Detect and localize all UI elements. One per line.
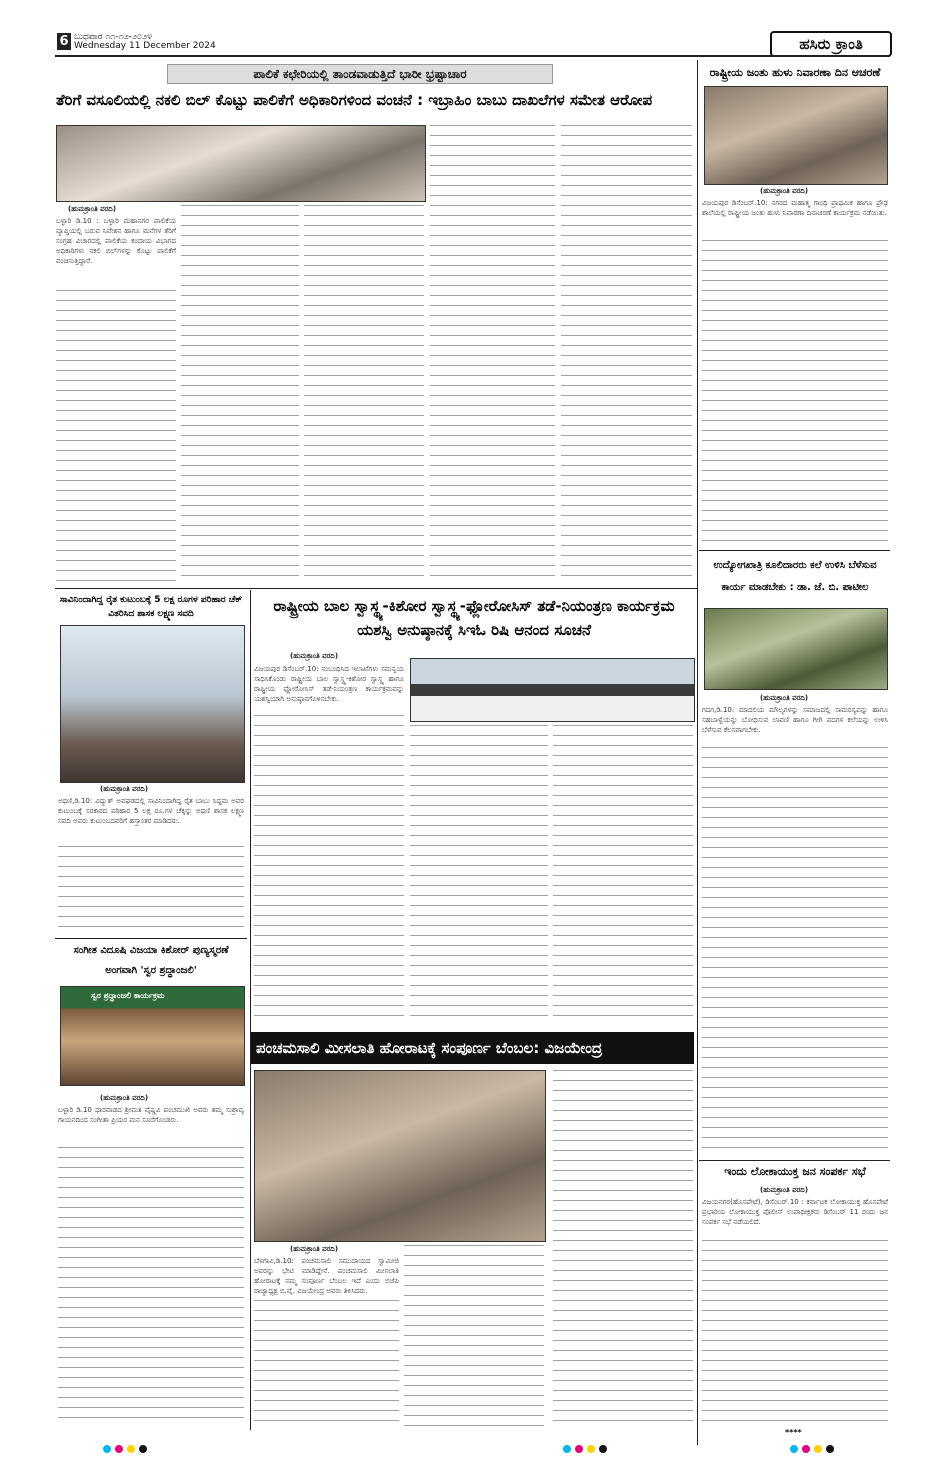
page-number: 6: [57, 33, 71, 50]
right-bottom-body: [702, 1240, 888, 1425]
swamiji-meeting-photo: [254, 1070, 546, 1242]
left-bottom-dateline: (ಹುಮಕ್ರಾಂತಿ ವರದಿ): [100, 1094, 149, 1102]
center-col1: [254, 715, 404, 1025]
left-mid-headline: ಸಾವಿನಿಂದಾಗಿದ್ದ ರೈತ ಕುಟುಂಬಕ್ಕೆ 5 ಲಕ್ಷ ರೂಗಳ ಪರಿಹಾರ ಚೆಕ್ ವಿತರಿಸಿದ ಶಾಸಕ ಲಕ್ಷ್ಮಣ ಸವದಿ: [59, 595, 243, 619]
center-story-dateline: (ಹುಮಕ್ರಾಂತಿ ವರದಿ): [290, 652, 339, 660]
right-mid-lead: ಗದಗ,ಡಿ.10: ಮಾದಲಿಯ ಮೌಲ್ಯಗಳನ್ನು ಸಮಾಜದಲ್ಲಿ ಸಾಮರಸ್ಯವನ್ನು ಹಾಗೂ ಸಹಬಾಳ್ವೆಯನ್ನು ಬೋಧಿಸುವ ಲಾವಣಿ ಹಾಗೂ ಗೀಗಿ ಪದಗಳ ಕಲೆಯನ್ನು ಉಳಿಸಿ ಬೆಳೆಸುವ ಕೆಲಸವಾಗಬೇಕು.: [702, 706, 888, 734]
center-col2: [410, 725, 548, 1025]
concert-photo: [60, 986, 245, 1086]
registration-mark-yellow-3: [814, 1445, 822, 1453]
registration-mark-cyan-3: [790, 1445, 798, 1453]
registration-mark-magenta-2: [575, 1445, 583, 1453]
issue-date: [74, 33, 216, 51]
registration-mark-magenta-3: [802, 1445, 810, 1453]
right-rule-2: [699, 1160, 890, 1161]
center-col3: [553, 725, 693, 1025]
right-mid-body: [702, 747, 888, 1157]
registration-mark-magenta: [115, 1445, 123, 1453]
meeting-photo: [410, 658, 695, 722]
left-bottom-lead: ಬಳ್ಳಾರಿ ಡಿ.10 ಧಾರವಾಡದ ಶ್ರೀಮತಿ ವೈಷ್ಣವಿ ಪಂಚಮುಖಿ ಅವರು ತಮ್ಮ ಸುಶ್ರಾವ್ಯ ಗಾಯನದಿಂದ ಸಂಗೀತಾ ಪ್ರಿಯರ ಮನ ಸೂರೆಗೊಂಡರು.: [58, 1106, 244, 1124]
left-rule: [55, 938, 247, 939]
bottom-col1: [254, 1300, 399, 1428]
center-story-headline: ರಾಷ್ಟ್ರೀಯ ಬಾಲ ಸ್ವಾಸ್ಥ್ಯ-ಕಿಶೋರ ಸ್ವಾಸ್ಥ್ಯ-ಫ್ಲೋರೋಸಿಸ್ ತಡೆ-ನಿಯಂತ್ರಣ ಕಾರ್ಯಕ್ರಮ ಯಶಸ್ವಿ ಅನುಷ್ಠಾನಕ್ಕೆ ಸಿಇಓ ರಿಷಿ ಆನಂದ ಸೂಚನೆ: [273, 597, 675, 639]
registration-mark-yellow: [127, 1445, 135, 1453]
right-mid-dateline: (ಹುಮಕ್ರಾಂತಿ ವರದಿ): [760, 694, 809, 702]
center-divider: [250, 590, 251, 1430]
registration-mark-yellow-2: [587, 1445, 595, 1453]
left-mid-body: [58, 846, 244, 936]
top-story-col3: [304, 205, 424, 585]
left-mid-lead: ಅಥಣಿ,ಡಿ.10: ವಿದ್ಯುತ್ ಅವಘಡದಲ್ಲಿ ಸಾವಿನಿಂದಾಗಿದ್ದ ರೈತ ಬಾಬು ಸಿದ್ದಮ ಅವರ ಕುಟುಂಬಕ್ಕೆ ಸರಕಾರದ ಪರಿಹಾರ 5 ಲಕ್ಷ ರೂ.ಗಳ ಚೆಕ್ಕನ್ನು ಅಥಣಿ ಶಾಸಕ ಲಕ್ಷ್ಮಣ ಸವದಿ ಅವರು ಕುಟುಂಬದವರಿಗೆ ಹಸ್ತಾಂತರ ಮಾಡಿದರು.: [58, 797, 244, 825]
column-divider: [697, 60, 698, 1445]
right-top-dateline: (ಹುಮಕ್ರಾಂತಿ ವರದಿ): [760, 187, 809, 195]
cheque-distribution-photo: [60, 625, 245, 783]
concert-banner-text: ಸ್ವರ ಶ್ರದ್ಧಾಂಜಲಿ ಕಾರ್ಯಕ್ರಮ: [91, 991, 165, 1000]
right-bottom-lead: ವಿಜಯನಗರ(ಹೊಸಪೇಟೆ), ಡಿಸೆಂಬರ್.10 : ಕರ್ನಾಟಕ ಲೋಕಾಯುಕ್ತ ಹೊಸಪೇಟೆ ಪ್ರಭಾರಿಯ ಲೋಕಾಯುಕ್ತ ಪೊಲೀಸ್ ಉಪಾಧೀಕ್ಷಕರು ಡಿಸೆಂಬರ್ 11 ರಂದು ಜನ ಸಂಪರ್ಕ ಸಭೆ ನಡೆಯಲಿದೆ.: [702, 1198, 888, 1226]
right-bottom-headline: ಇಂದು ಲೋಕಾಯುಕ್ತ ಜನ ಸಂಪರ್ಕ ಸಭೆ: [724, 1165, 866, 1178]
mid-rule: [55, 588, 697, 589]
top-story-col1: [56, 290, 176, 584]
top-story-lead: ಬಳ್ಳಾರಿ ಡಿ.10 : ಬಳ್ಳಾರಿ ಮಹಾನಗರ ಪಾಲಿಕೆಯ ವ್ಯಾಪ್ತಿಯಲ್ಲಿ ಬರುವ ನಿವೇಶನ ಹಾಗೂ ಮನೆಗಳ ತೆರಿಗೆ ಸಂಗ್ರಹ ವಿಚಾರದಲ್ಲಿ ಪಾಲಿಕೆಯ ಕಂದಾಯ ವಿಭಾಗದ ಅಧಿಕಾರಿಗಳು ನಕಲಿ ಬಿಲ್‌ಗಳನ್ನು ಕೊಟ್ಟು ಪಾಲಿಕೆಗೆ ವಂಚಿಸುತ್ತಿದ್ದಾರೆ.: [56, 217, 176, 265]
right-bottom-end: ****: [785, 1428, 802, 1437]
registration-mark-cyan: [103, 1445, 111, 1453]
top-story-dateline: (ಹುಮಕ್ರಾಂತಿ ವರದಿ): [68, 205, 117, 213]
deworming-photo: [704, 86, 888, 185]
registration-mark-black-3: [826, 1445, 834, 1453]
center-story-lead: ವಿಜಯಪುರ ಡಿಸೆಂಬರ್.10: ಸಂಬಂಧಿಸಿದ ಇಲಾಖೆಗಳು ಸಮನ್ವಯ ಸಾಧಿಸಿಕೊಂಡು ರಾಷ್ಟ್ರೀಯ ಬಾಲ ಸ್ವಾಸ್ಥ್ಯ-ಕಿಶೋರ ಸ್ವಾಸ್ಥ್ಯ ಹಾಗೂ ರಾಷ್ಟ್ರೀಯ ಫ್ಲೋರೋಸಿಸ್ ತಡೆ-ನಿಯಂತ್ರಣ ಕಾರ್ಯಕ್ರಮವನ್ನು ಯಶಸ್ವಿಯಾಗಿ ಅನುಷ್ಠಾನಗೊಳಿಸಬೇಕು.: [254, 665, 404, 703]
right-top-headline: ರಾಷ್ಟ್ರೀಯ ಜಂತು ಹುಳು ನಿವಾರಣಾ ದಿನ ಆಚರಣೆ: [709, 66, 881, 79]
bottom-story-lead: ಬೆಳಗಾವಿ,ಡಿ.10: ಪಂಚಮಸಾಲಿ ಸಮುದಾಯದ ಸ್ವಾಮೀಜಿ ಅವರನ್ನು ಭೇಟಿ ಮಾಡಿದ್ದೇನೆ. ಪಂಚಮಸಾಲಿ ಮೀಸಲಾತಿ ಹೋರಾಟಕ್ಕೆ ನಮ್ಮ ಸಂಪೂರ್ಣ ಬೆಂಬಲ ಇದೆ ಎಂದು ಬಿಜೆಪಿ ರಾಜ್ಯಾಧ್ಯಕ್ಷ ಬಿ.ವೈ. ವಿಜಯೇಂದ್ರ ಅವರು ತಿಳಿಸಿದರು.: [254, 1257, 399, 1295]
date-english: Wednesday 11 December 2024: [74, 41, 216, 51]
date-kannada: ಬುಧವಾರ ೧೧-೧೨-೨೦೨೪: [74, 32, 153, 42]
top-story-col5: [561, 125, 692, 585]
header-rule: [55, 55, 890, 57]
right-top-lead: ವಿಜಯಪುರ ಡಿಸೆಂಬರ್.10: ನಗರದ ಮಹಾತ್ಮ ಗಾಂಧಿ ಪ್ರಾಥಮಿಕ ಹಾಗೂ ಪ್ರೌಢ ಶಾಲೆಯಲ್ಲಿ ರಾಷ್ಟ್ರೀಯ ಜಂತು ಹುಳು ನಿವಾರಣಾ ದಿನಾಚರಣೆ ಕಾರ್ಯಕ್ರಮ ನಡೆಯಿತು.: [702, 199, 888, 217]
press-meet-photo: [56, 125, 426, 202]
right-bottom-dateline: (ಹುಮಕ್ರಾಂತಿ ವರದಿ): [760, 1186, 809, 1194]
top-story-col2: [181, 205, 299, 585]
left-bottom-body: [58, 1147, 244, 1427]
folk-art-photo: [704, 608, 888, 690]
right-top-body: [702, 240, 888, 546]
bottom-story-dateline: (ಹುಮಕ್ರಾಂತಿ ವರದಿ): [290, 1245, 339, 1253]
top-story-headline: ತೆರಿಗೆ ವಸೂಲಿಯಲ್ಲಿ ನಕಲಿ ಬಿಲ್ ಕೊಟ್ಟು ಪಾಲಿಕೆಗೆ ಅಧಿಕಾರಿಗಳಿಂದ ವಂಚನೆ : ಇಬ್ರಾಹಿಂ ಬಾಬು ದಾಖಲೆಗಳ ಸಮೇತ ಆರೋಪ: [56, 91, 653, 109]
registration-mark-black: [139, 1445, 147, 1453]
registration-mark-black-2: [599, 1445, 607, 1453]
masthead: ಹಸಿರು ಕ್ರಾಂತಿ: [770, 31, 892, 57]
top-story-col4: [430, 125, 555, 585]
bottom-story-headline: ಪಂಚಮಸಾಲಿ ಮೀಸಲಾತಿ ಹೋರಾಟಕ್ಕೆ ಸಂಪೂರ್ಣ ಬೆಂಬಲ: ವಿಜಯೇಂದ್ರ: [256, 1039, 603, 1057]
top-story-kicker: ಪಾಲಿಕೆ ಕಛೇರಿಯಲ್ಲಿ ತಾಂಡವಾಡುತ್ತಿದೆ ಭಾರೀ ಭ್ರಷ್ಟಾಚಾರ: [167, 64, 553, 84]
right-rule-1: [699, 550, 890, 551]
left-mid-dateline: (ಹುಮಕ್ರಾಂತಿ ವರದಿ): [100, 785, 149, 793]
left-bottom-headline: ಸಂಗೀತ ವಿದೂಷಿ ವಿಜಯಾ ಕಿಶೋರ್ ಪುಣ್ಯಸ್ಮರಣೆ ಅಂಗವಾಗಿ 'ಸ್ವರ ಶ್ರದ್ಧಾಂಜಲಿ': [73, 945, 229, 976]
registration-mark-cyan-2: [563, 1445, 571, 1453]
bottom-col3: [553, 1070, 693, 1428]
bottom-col2: [404, 1245, 544, 1428]
right-mid-headline: ಉದ್ಯೋಗಖಾತ್ರಿ ಕೂಲಿದಾರರು ಕಲೆ ಉಳಿಸಿ ಬೆಳೆಸುವ ಕಾರ್ಯ ಮಾಡಬೇಕು : ಡಾ. ಜೆ. ಬಿ. ಪಾಟೀಲ: [713, 560, 877, 593]
